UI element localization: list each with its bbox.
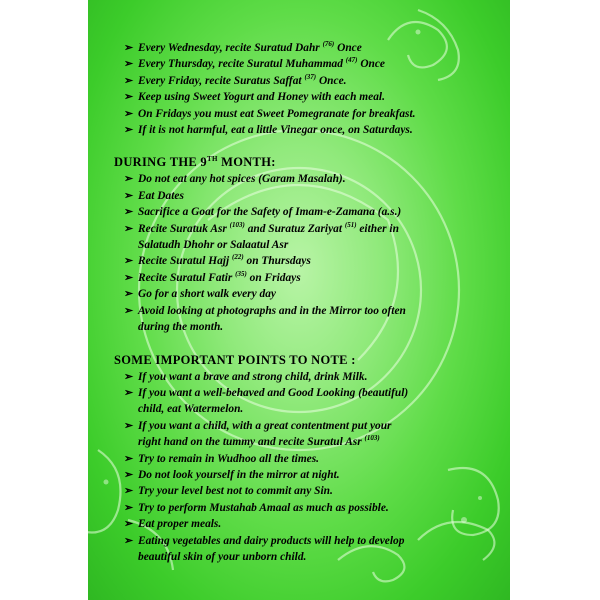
list-item [114, 221, 496, 237]
item-text: Recite Suratuk Asr [138, 222, 230, 235]
item-text: Try to perform Mustahab Amaal as much as possible. [138, 501, 389, 514]
item-text: Eat proper meals. [138, 518, 222, 531]
item-text: If it is not harmful, eat a little Vinegar once, on Saturdays. [138, 124, 413, 137]
item-sup-2: (51) [344, 220, 357, 229]
heading-text: DURING THE 9 [114, 155, 207, 170]
list-item-continuation: Salatudh Dhohr or Salaatul Asr [138, 239, 289, 252]
item-after: Once [334, 42, 362, 54]
list-item [114, 73, 496, 89]
arrow-bullet-icon: ➢ [124, 271, 134, 284]
item-sup: (103) [229, 220, 245, 229]
item-sup: (35) [235, 269, 247, 278]
list-item [114, 533, 496, 549]
list-item [114, 451, 496, 467]
item-text: Do not eat any hot spices (Garam Masalah). [138, 173, 346, 186]
arrow-bullet-icon: ➢ [124, 386, 134, 399]
item-sup: (47) [345, 56, 358, 65]
arrow-bullet-icon: ➢ [124, 534, 134, 547]
document-page [88, 0, 510, 600]
list-item-continuation: beautiful skin of your unborn child. [138, 550, 307, 563]
item-text: Go for a short walk every day [138, 288, 276, 301]
arrow-bullet-icon: ➢ [124, 91, 134, 104]
item-text: Avoid looking at photographs and in the Mirror too often [138, 304, 406, 317]
important-points-heading: SOME IMPORTANT POINTS TO NOTE : [114, 352, 356, 367]
arrow-bullet-icon: ➢ [124, 173, 134, 186]
list-item [114, 385, 496, 401]
item-text: Eat Dates [138, 189, 184, 202]
important-points-list [114, 369, 496, 566]
arrow-bullet-icon: ➢ [124, 485, 134, 498]
item-sup: (76) [322, 40, 335, 48]
arrow-bullet-icon: ➢ [124, 255, 134, 268]
continuation-sup: (103) [364, 434, 380, 443]
item-text: Eating vegetables and dairy products will help to develop [138, 534, 405, 547]
document-content [114, 40, 496, 565]
item-sup: (37) [304, 72, 317, 81]
arrow-bullet-icon: ➢ [124, 58, 134, 71]
item-text: Every Thursday, recite Suratul Muhammad [138, 58, 346, 71]
list-item-continuation: child, eat Watermelon. [138, 403, 244, 416]
item-text: Recite Suratul Hajj [138, 255, 232, 268]
item-text: Try to remain in Wudhoo all the times. [138, 452, 320, 465]
list-item [114, 56, 496, 72]
list-item [114, 270, 496, 286]
list-item [114, 106, 496, 122]
arrow-bullet-icon: ➢ [124, 222, 134, 235]
heading-text-end: MONTH: [217, 155, 276, 170]
ninth-month-list [114, 171, 496, 335]
ninth-month-heading [114, 154, 496, 170]
arrow-bullet-icon: ➢ [124, 501, 134, 514]
arrow-bullet-icon: ➢ [124, 107, 134, 120]
arrow-bullet-icon: ➢ [124, 304, 134, 317]
arrow-bullet-icon: ➢ [124, 74, 134, 87]
list-item [114, 40, 496, 56]
list-item [114, 369, 496, 385]
arrow-bullet-icon: ➢ [124, 518, 134, 531]
arrow-bullet-icon: ➢ [124, 288, 134, 301]
list-item [114, 418, 496, 434]
item-after: on Thursdays [243, 255, 311, 268]
arrow-bullet-icon: ➢ [124, 42, 134, 54]
item-text: On Fridays you must eat Sweet Pomegranate for breakfast. [138, 107, 416, 120]
item-text: Recite Suratul Fatir [138, 271, 236, 284]
arrow-bullet-icon: ➢ [124, 468, 134, 481]
list-item-continuation: during the month. [138, 321, 224, 334]
item-text: Keep using Sweet Yogurt and Honey with each meal. [138, 91, 385, 104]
item-text: Sacrifice a Goat for the Safety of Imam-e-Zamana (a.s.) [138, 206, 402, 219]
list-item [114, 467, 496, 483]
arrow-bullet-icon: ➢ [124, 124, 134, 137]
item-text: Do not look yourself in the mirror at night. [138, 468, 340, 481]
arrow-bullet-icon: ➢ [124, 189, 134, 202]
item-sup: (22) [231, 253, 244, 262]
continuation-text: right hand on the tummy and recite Suratul Asr [138, 436, 365, 449]
list-item [114, 303, 496, 319]
list-item [114, 122, 496, 138]
item-after-2: either in [356, 222, 399, 235]
item-text: If you want a well-behaved and Good Looking (beautiful) [138, 386, 409, 399]
list-item [114, 483, 496, 499]
item-text: Try your level best not to commit any Sin. [138, 485, 333, 498]
arrow-bullet-icon: ➢ [124, 452, 134, 465]
list-item-continuation [114, 434, 496, 450]
list-item [114, 204, 496, 220]
item-text: If you want a child, with a great contentment put your [138, 419, 392, 432]
list-item [114, 253, 496, 269]
list-item [114, 516, 496, 532]
item-after: Once. [316, 74, 347, 87]
list-item [114, 286, 496, 302]
item-text: If you want a brave and strong child, drink Milk. [138, 370, 368, 383]
list-item [114, 500, 496, 516]
item-after: Once [357, 58, 385, 71]
list-item [114, 171, 496, 187]
arrow-bullet-icon: ➢ [124, 419, 134, 432]
arrow-bullet-icon: ➢ [124, 370, 134, 383]
item-text: Every Wednesday, recite Suratud Dahr [138, 42, 323, 54]
item-after: and Suratuz Zariyat [244, 222, 345, 235]
weekly-recitation-list [114, 40, 496, 138]
heading-sup: TH [206, 155, 218, 164]
item-text: Every Friday, recite Suratus Saffat [138, 74, 305, 87]
list-item [114, 188, 496, 204]
item-after: on Fridays [246, 271, 301, 284]
list-item [114, 89, 496, 105]
arrow-bullet-icon: ➢ [124, 206, 134, 219]
